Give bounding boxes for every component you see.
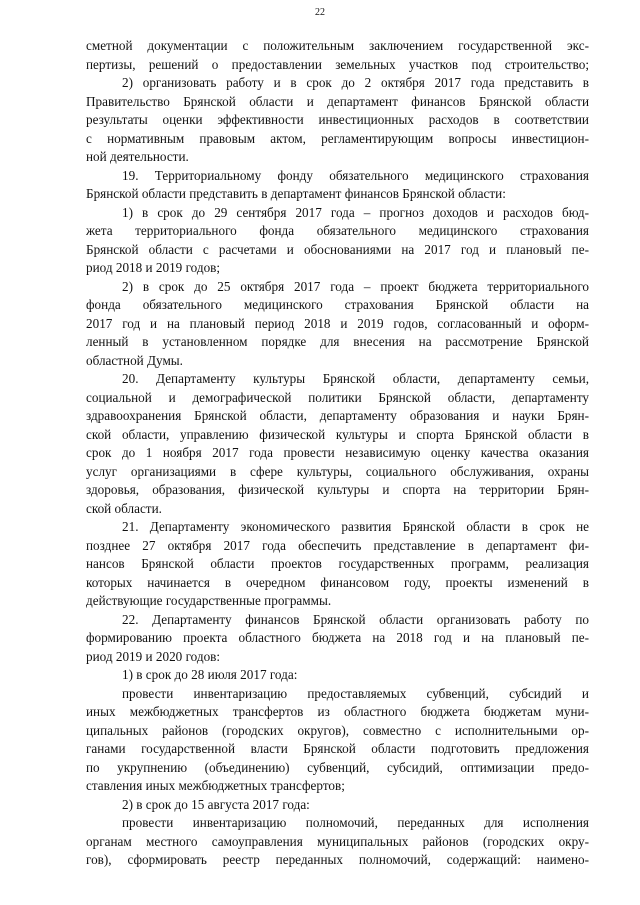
text-line: иных межбюджетных трансфертов из областного бюджета бюджетам муни- bbox=[86, 704, 589, 719]
text-line: жета территориального фонда обязательного медицинского страхования bbox=[86, 223, 589, 238]
text-line: фонда обязательного медицинского страхования Брянской области на bbox=[86, 297, 589, 312]
text-line: социальной и демографической политики Брянской области, департаменту bbox=[86, 389, 589, 405]
text-line: 19. Территориальному фонду обязательного медицинского страхования bbox=[122, 167, 589, 183]
text-line: провести инвентаризацию полномочий, переданных для исполнения bbox=[122, 815, 589, 830]
text-line: гов), сформировать реестр переданных полномочий, содержащий: наимено- bbox=[86, 852, 589, 867]
text-line: пертизы, решений о предоставлении земельных участков под строительство; bbox=[86, 56, 589, 72]
text-line: 2) в срок до 15 августа 2017 года: bbox=[122, 796, 310, 812]
text-line: риод 2019 и 2020 годов: bbox=[86, 648, 221, 664]
text-line: действующие государственные программы. bbox=[86, 593, 332, 608]
text-line: Правительство Брянской области и департамент финансов Брянской области bbox=[86, 93, 589, 109]
text-line: ленный в установленном порядке для внесения на рассмотрение Брянской bbox=[86, 334, 589, 349]
text-line: органам местного самоуправления муниципальных районов (городских окру- bbox=[86, 833, 589, 849]
text-line: 1) в срок до 29 сентября 2017 года – прогноз доходов и расходов бюд- bbox=[122, 204, 589, 220]
text-line: результаты оценки эффективности инвестиционных расходов в соответствии bbox=[86, 112, 589, 127]
text-line: 1) в срок до 28 июля 2017 года: bbox=[122, 667, 298, 682]
text-line: нансов Брянской области проектов государственных программ, реализация bbox=[86, 556, 589, 571]
text-line: ской области. bbox=[86, 500, 162, 516]
text-line: 22. Департаменту финансов Брянской области организовать работу по bbox=[122, 611, 589, 627]
text-line: здравоохранения Брянской области, департаменту образования и науки Брян- bbox=[86, 408, 589, 423]
text-line: по укрупнению (объединению) субвенций, субсидий, оптимизации предо- bbox=[86, 759, 589, 775]
document-body bbox=[86, 37, 589, 870]
text-line: услуг организациями в сфере культуры, социального обслуживания, охраны bbox=[86, 463, 589, 479]
text-line: риод 2018 и 2019 годов; bbox=[86, 260, 221, 275]
text-line: ной деятельности. bbox=[86, 149, 189, 164]
text-line: Брянской области представить в департамент финансов Брянской области: bbox=[86, 186, 506, 201]
text-line: 2) в срок до 25 октября 2017 года – проект бюджета территориального bbox=[122, 278, 589, 294]
text-line: ставления иных межбюджетных трансфертов; bbox=[86, 778, 345, 793]
text-line: формированию проекта областного бюджета на 2018 год и на плановый пе- bbox=[86, 630, 589, 645]
text-line: ганами государственной власти Брянской области подготовить предложения bbox=[86, 741, 589, 756]
page-number: 22 bbox=[315, 7, 325, 18]
text-line: Брянской области с расчетами и обоснованиями на 2017 год и плановый пе- bbox=[86, 241, 589, 257]
text-line: 2017 год и на плановый период 2018 и 2019 годов, согласованный и оформ- bbox=[86, 315, 589, 331]
text-line: которых начинается в очередном финансовом году, проекты изменений в bbox=[86, 574, 589, 590]
text-line: срок до 1 ноября 2017 года провести независимую оценку качества оказания bbox=[86, 445, 589, 460]
text-line: ской области, управлению физической культуры и спорта Брянской области в bbox=[86, 426, 589, 442]
text-line: здоровья, образования, физической культуры и спорта на территории Брян- bbox=[86, 482, 589, 497]
text-line: позднее 27 октября 2017 года обеспечить представление в департамент фи- bbox=[86, 537, 589, 553]
text-line: 21. Департаменту экономического развития Брянской области в срок не bbox=[122, 519, 589, 534]
text-line: с нормативным правовым актом, регламентирующим вопросы инвестицион- bbox=[86, 130, 589, 146]
text-line: ципальных районов (городских округов), совместно с исполнительными ор- bbox=[86, 722, 589, 738]
text-line: 2) организовать работу и в срок до 2 октября 2017 года представить в bbox=[122, 75, 589, 90]
text-line: 20. Департаменту культуры Брянской области, департаменту семьи, bbox=[122, 371, 589, 386]
text-line: сметной документации с положительным заключением государственной экс- bbox=[86, 38, 589, 53]
text-line: провести инвентаризацию предоставляемых субвенций, субсидий и bbox=[122, 685, 589, 701]
text-line: областной Думы. bbox=[86, 352, 183, 368]
